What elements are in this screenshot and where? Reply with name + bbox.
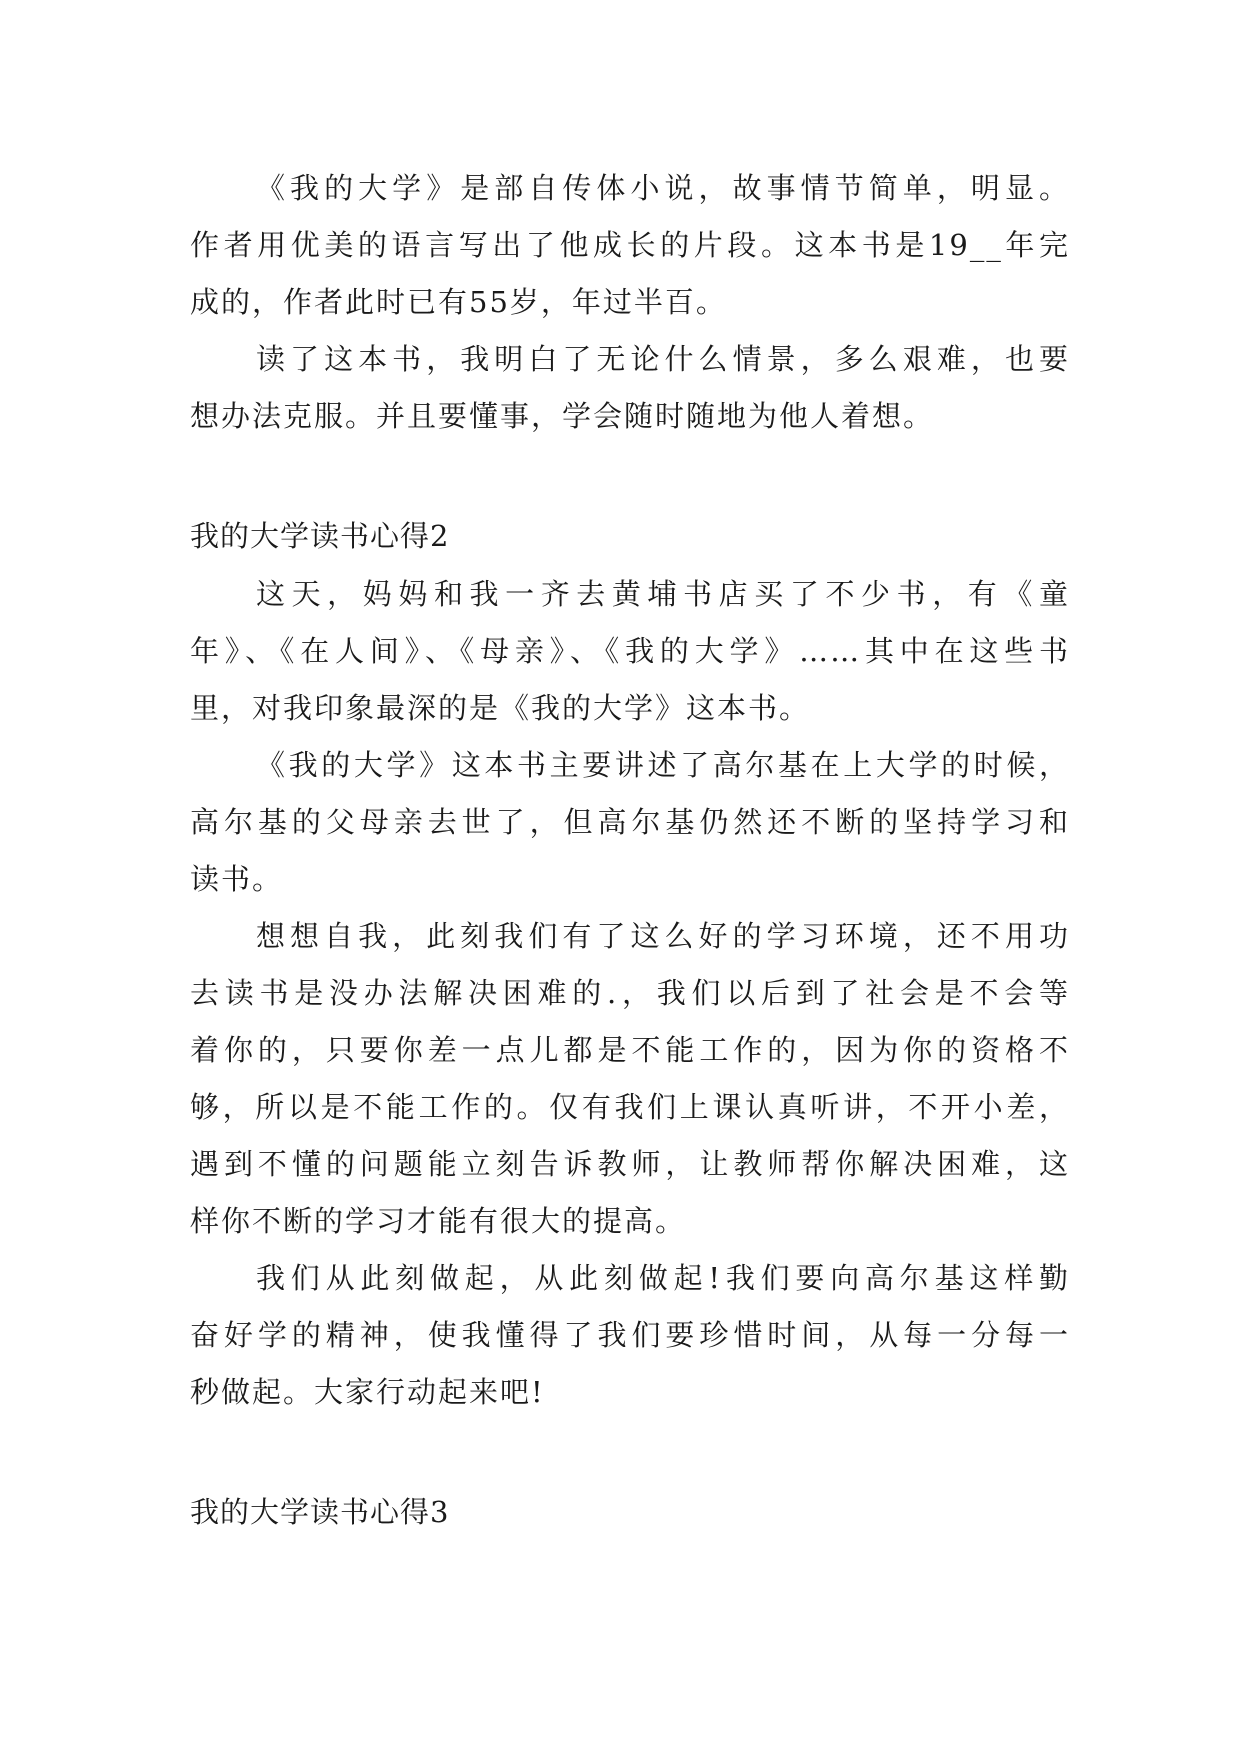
paragraph-line: 秒做起。大家行动起来吧!: [190, 1375, 545, 1409]
paragraph-line: 高尔基的父母亲去世了，但高尔基仍然还不断的坚持学习和: [190, 805, 1070, 839]
section-heading: 我的大学读书心得3: [190, 1495, 450, 1529]
paragraph-line: 遇到不懂的问题能立刻告诉教师，让教师帮你解决困难，这: [190, 1147, 1070, 1181]
paragraph-line: 成的，作者此时已有55岁，年过半百。: [190, 285, 727, 319]
paragraph-line: 去读书是没办法解决困难的.，我们以后到了社会是不会等: [190, 976, 1070, 1010]
paragraph-line: 够，所以是不能工作的。仅有我们上课认真听讲，不开小差，: [190, 1090, 1070, 1124]
paragraph-line: 奋好学的精神，使我懂得了我们要珍惜时间，从每一分每一: [190, 1318, 1070, 1352]
paragraph-line: 作者用优美的语言写出了他成长的片段。这本书是19__年完: [190, 228, 1070, 262]
paragraph-line: 《我的大学》是部自传体小说，故事情节简单，明显。: [256, 171, 1070, 205]
paragraph-line: 读了这本书，我明白了无论什么情景，多么艰难，也要: [256, 342, 1070, 376]
paragraph-line: 想办法克服。并且要懂事，学会随时随地为他人着想。: [190, 399, 935, 433]
section-heading: 我的大学读书心得2: [190, 519, 450, 553]
paragraph-line: 着你的，只要你差一点儿都是不能工作的，因为你的资格不: [190, 1033, 1070, 1067]
paragraph-line: 想想自我，此刻我们有了这么好的学习环境，还不用功: [256, 919, 1070, 953]
paragraph-line: 《我的大学》这本书主要讲述了高尔基在上大学的时候，: [256, 748, 1070, 782]
paragraph-line: 年》、《在人间》、《母亲》、《我的大学》……其中在这些书: [190, 634, 1070, 668]
paragraph-line: 样你不断的学习才能有很大的提高。: [190, 1204, 687, 1238]
paragraph-line: 这天，妈妈和我一齐去黄埔书店买了不少书，有《童: [256, 577, 1070, 611]
paragraph-line: 我们从此刻做起，从此刻做起!我们要向高尔基这样勤: [256, 1261, 1070, 1295]
paragraph-line: 里，对我印象最深的是《我的大学》这本书。: [190, 691, 811, 725]
paragraph-line: 读书。: [190, 862, 284, 896]
